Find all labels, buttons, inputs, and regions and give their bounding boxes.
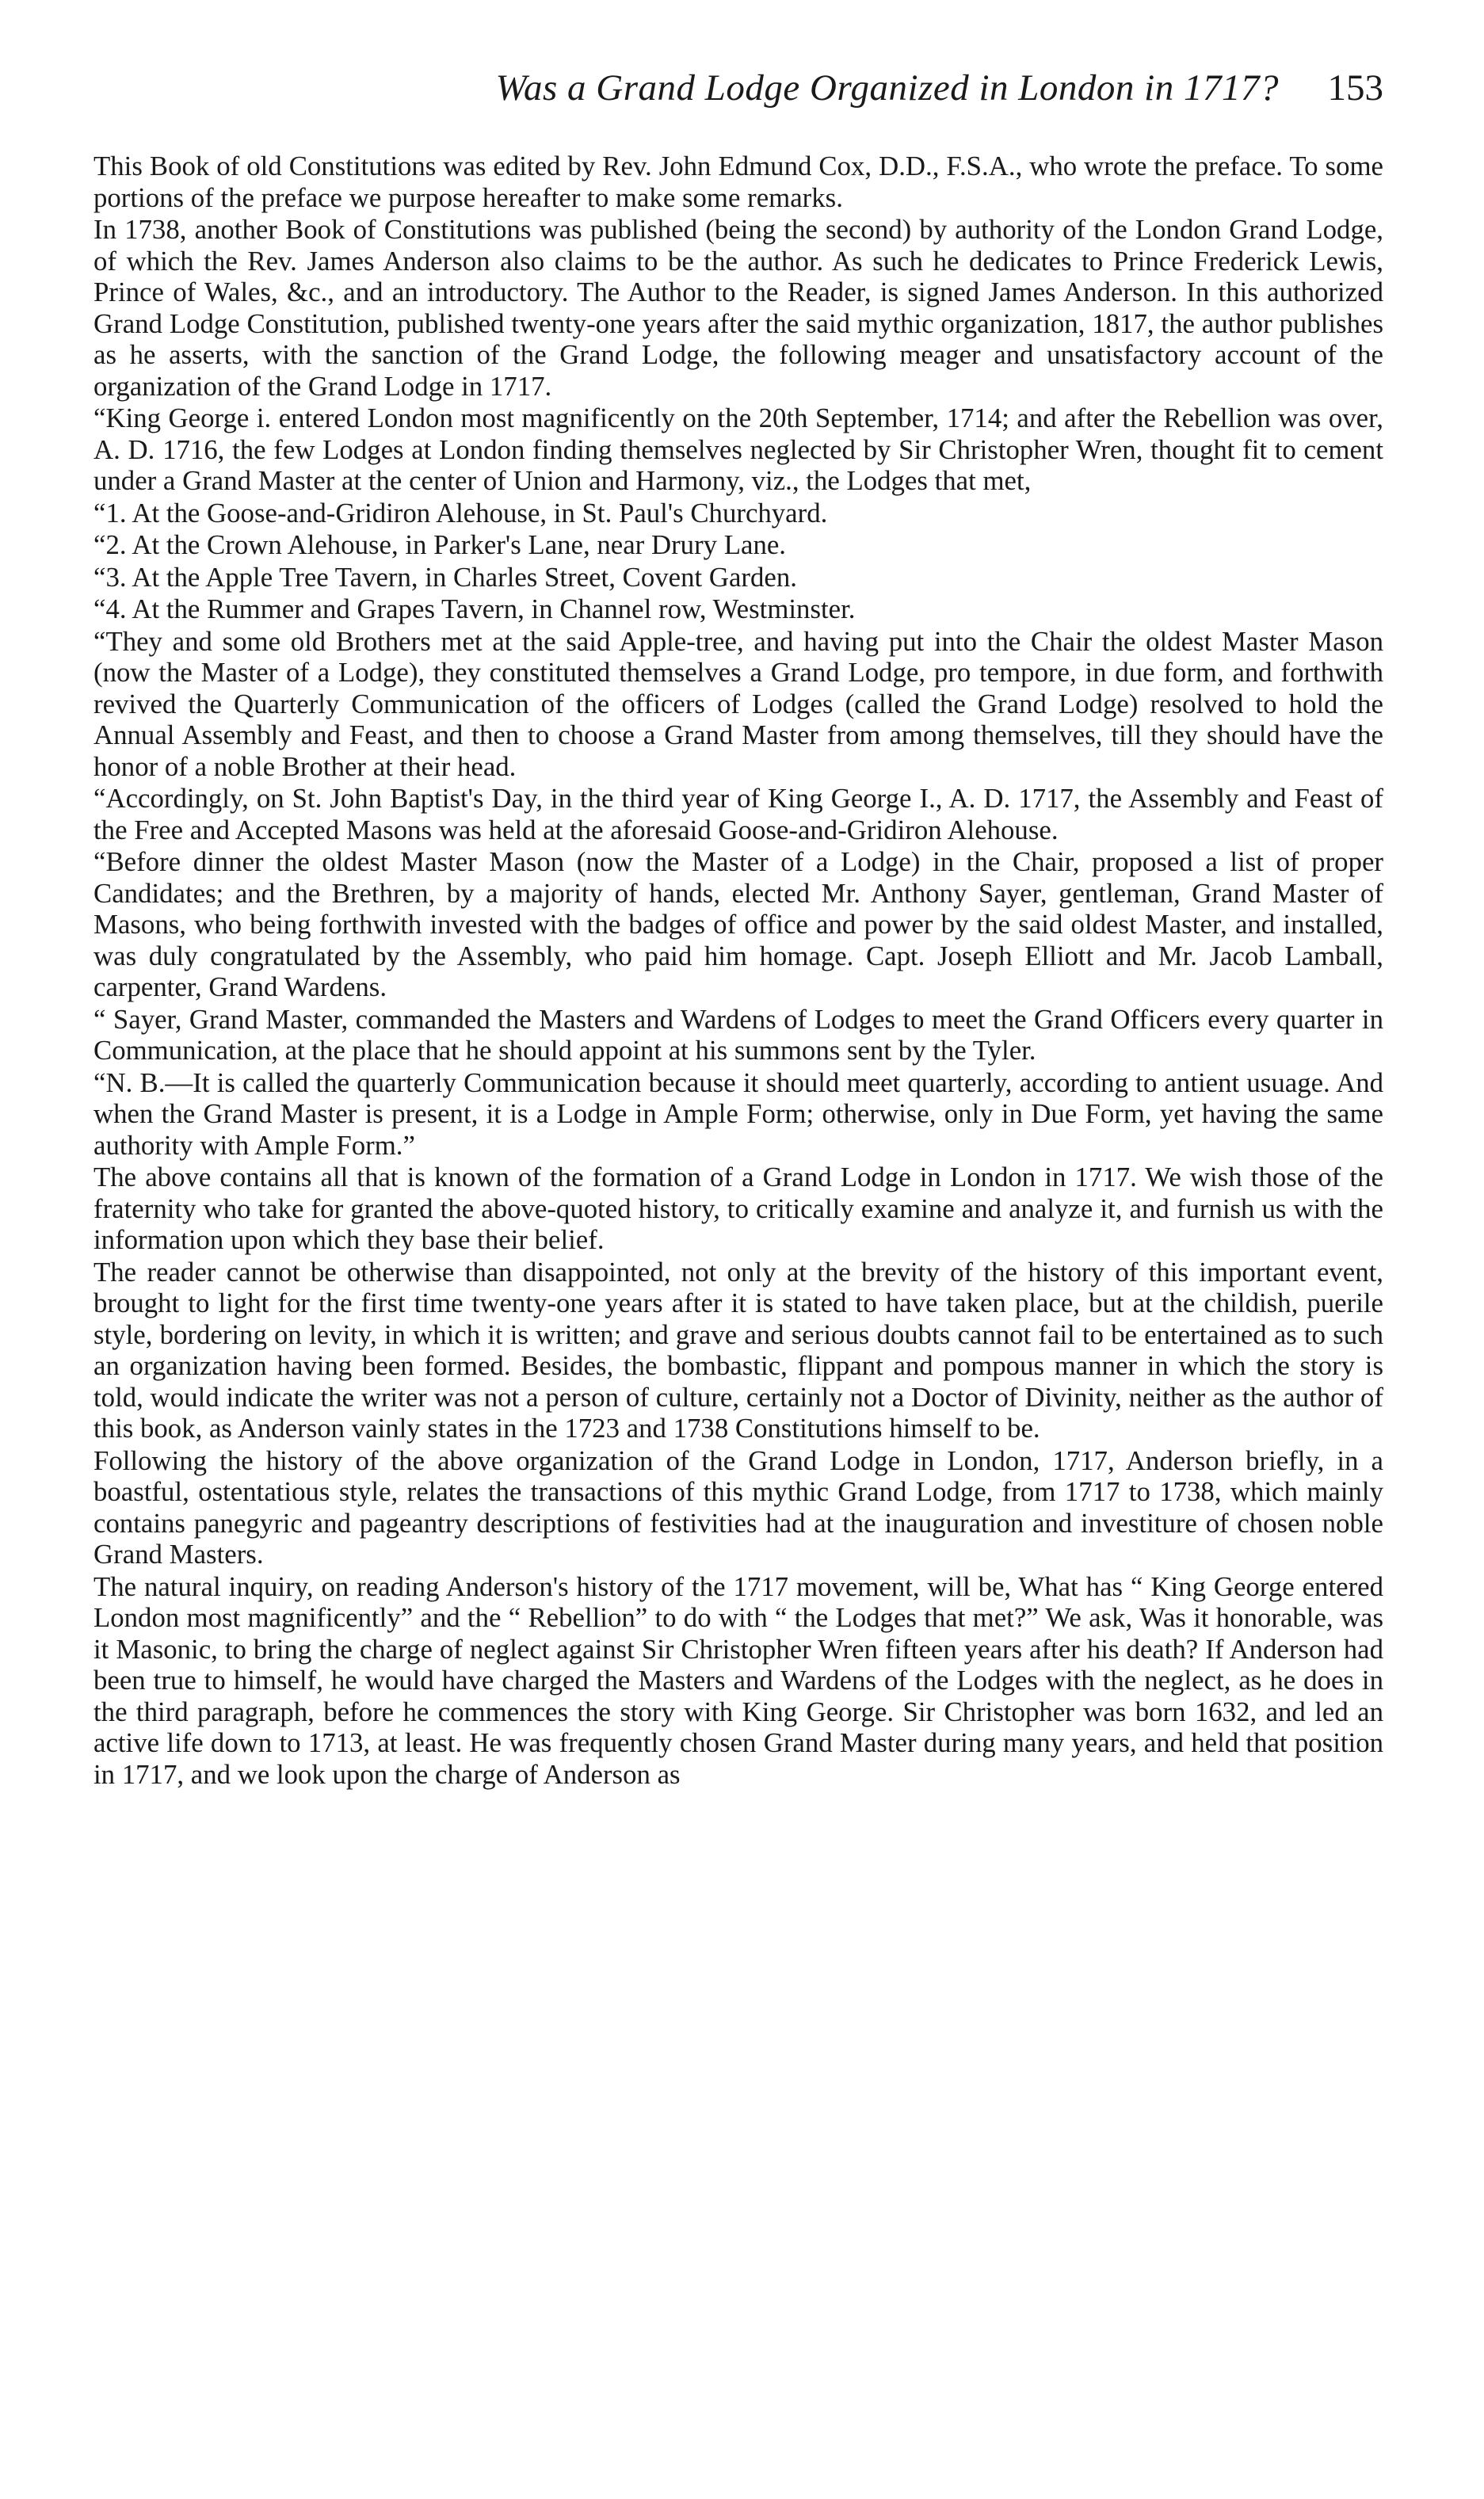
paragraph-above-contains: The above contains all that is known of the formation of a Grand Lodge in London in 1717. We wish those of the fraternity who take for granted the above-quoted history, to critically examine and analyze it, and furnish us with the information upon which they base their belief. — [93, 1162, 1383, 1255]
lodge-list-item: “1. At the Goose-and-Gridiron Alehouse, in St. Paul's Churchyard. — [93, 497, 828, 528]
body-text — [93, 151, 1383, 1790]
page-number: 153 — [1327, 67, 1383, 109]
lodge-list-item: “4. At the Rummer and Grapes Tavern, in Channel row, Westminster. — [93, 593, 856, 624]
quote-old-brothers: “They and some old Brothers met at the said Apple-tree, and having put into the Chair the oldest Master Mason (now the Master of a Lodge), they constituted themselves a Grand Lodge, pro tempore, in due form, and forthwith revived the Quarterly Communication of the officers of Lodges (called the Grand Lodge) resolved to hold the Annual Assembly and Feast, and then to choose a Grand Master from among themselves, till they should have the honor of a noble Brother at their head. — [93, 625, 1383, 782]
quote-nota-bene: “N. B.—It is called the quarterly Communication because it should meet quarterly, according to antient usuage. And when the Grand Master is present, it is a Lodge in Ample Form; otherwise, only in Due Form, yet having the same authority with Ample Form.” — [93, 1066, 1383, 1161]
paragraph-reader-disappointed: The reader cannot be otherwise than disappointed, not only at the brevity of the history of this important event, brought to light for the first time twenty-one years after it is stated to have taken place, but at the childish, puerile style, bordering on levity, in which it is written; and grave and serious doubts cannot fail to be entertained as to such an organization having been formed. Besides, the bombastic, flippant and pompous manner in which the story is told, would indicate the writer was not a person of culture, certainly not a Doctor of Divinity, neither as the author of this book, as Anderson vainly states in the 1723 and 1738 Constitutions himself to be. — [93, 1256, 1383, 1444]
quote-king-george: “King George i. entered London most magnificently on the 20th September, 1714; and after the Rebellion was over, A. D. 1716, the few Lodges at London finding themselves neglected by Sir Christopher Wren, thought fit to cement under a Grand Master at the center of Union and Harmony, viz., the Lodges that met, — [93, 403, 1383, 496]
paragraph-following-history: Following the history of the above organization of the Grand Lodge in London, 1717, Anderson briefly, in a boastful, ostentatious style, relates the transactions of this mythic Grand Lodge, from 1717 to 1738, which mainly contains panegyric and pageantry descriptions of festivities had at the inauguration and investiture of chosen noble Grand Masters. — [93, 1444, 1383, 1570]
quote-before-dinner: “Before dinner the oldest Master Mason (now the Master of a Lodge) in the Chair, proposed a list of proper Candidates; and the Brethren, by a majority of hands, elected Mr. Anthony Sayer, gentleman, Grand Master of Masons, who being forthwith invested with the badges of office and power by the said oldest Master, and installed, was duly congratulated by the Assembly, who paid him homage. Capt. Joseph Elliott and Mr. Jacob Lamball, carpenter, Grand Wardens. — [93, 846, 1383, 1002]
book-page — [93, 67, 1383, 1790]
paragraph-1738-constitutions: In 1738, another Book of Constitutions was published (being the second) by authority of the London Grand Lodge, of which the Rev. James Anderson also claims to be the author. As such he dedicates to Prince Frederick Lewis, Prince of Wales, &c., and an introductory. The Author to the Reader, is signed James Anderson. In this authorized Grand Lodge Constitution, published twenty-one years after the said mythic organization, 1817, the author publishes as he asserts, with the sanction of the Grand Lodge, the following meager and unsatisfactory account of the organization of the Grand Lodge in 1717. — [93, 214, 1383, 402]
quote-accordingly: “Accordingly, on St. John Baptist's Day, in the third year of King George I., A. D. 1717, the Assembly and Feast of the Free and Accepted Masons was held at the aforesaid Goose-and-Gridiron Alehouse. — [93, 783, 1383, 845]
paragraph-editor-note: This Book of old Constitutions was edited by Rev. John Edmund Cox, D.D., F.S.A., who wrote the preface. To some portions of the preface we purpose hereafter to make some remarks. — [93, 151, 1383, 213]
lodge-list-item: “2. At the Crown Alehouse, in Parker's Lane, near Drury Lane. — [93, 529, 786, 560]
running-header — [93, 67, 1383, 130]
quote-sayer: “ Sayer, Grand Master, commanded the Masters and Wardens of Lodges to meet the Grand Officers every quarter in Communication, at the place that he should appoint at his summons sent by the Tyler. — [93, 1003, 1383, 1066]
paragraph-natural-inquiry: The natural inquiry, on reading Anderson's history of the 1717 movement, will be, What has “ King George entered London most magnificently” and the “ Rebellion” to do with “ the Lodges that met?” We ask, Was it honorable, was it Masonic, to bring the charge of neglect against Sir Christopher Wren fifteen years after his death? If Anderson had been true to himself, he would have charged the Masters and Wardens of the Lodges with the neglect, as he does in the third paragraph, before he commences the story with King George. Sir Christopher was born 1632, and led an active life down to 1713, at least. He was frequently chosen Grand Master during many years, and held that position in 1717, and we look upon the charge of Anderson as — [93, 1570, 1383, 1790]
running-title: Was a Grand Lodge Organized in London in 1717? — [495, 67, 1279, 109]
lodge-list-item: “3. At the Apple Tree Tavern, in Charles Street, Covent Garden. — [93, 561, 797, 593]
